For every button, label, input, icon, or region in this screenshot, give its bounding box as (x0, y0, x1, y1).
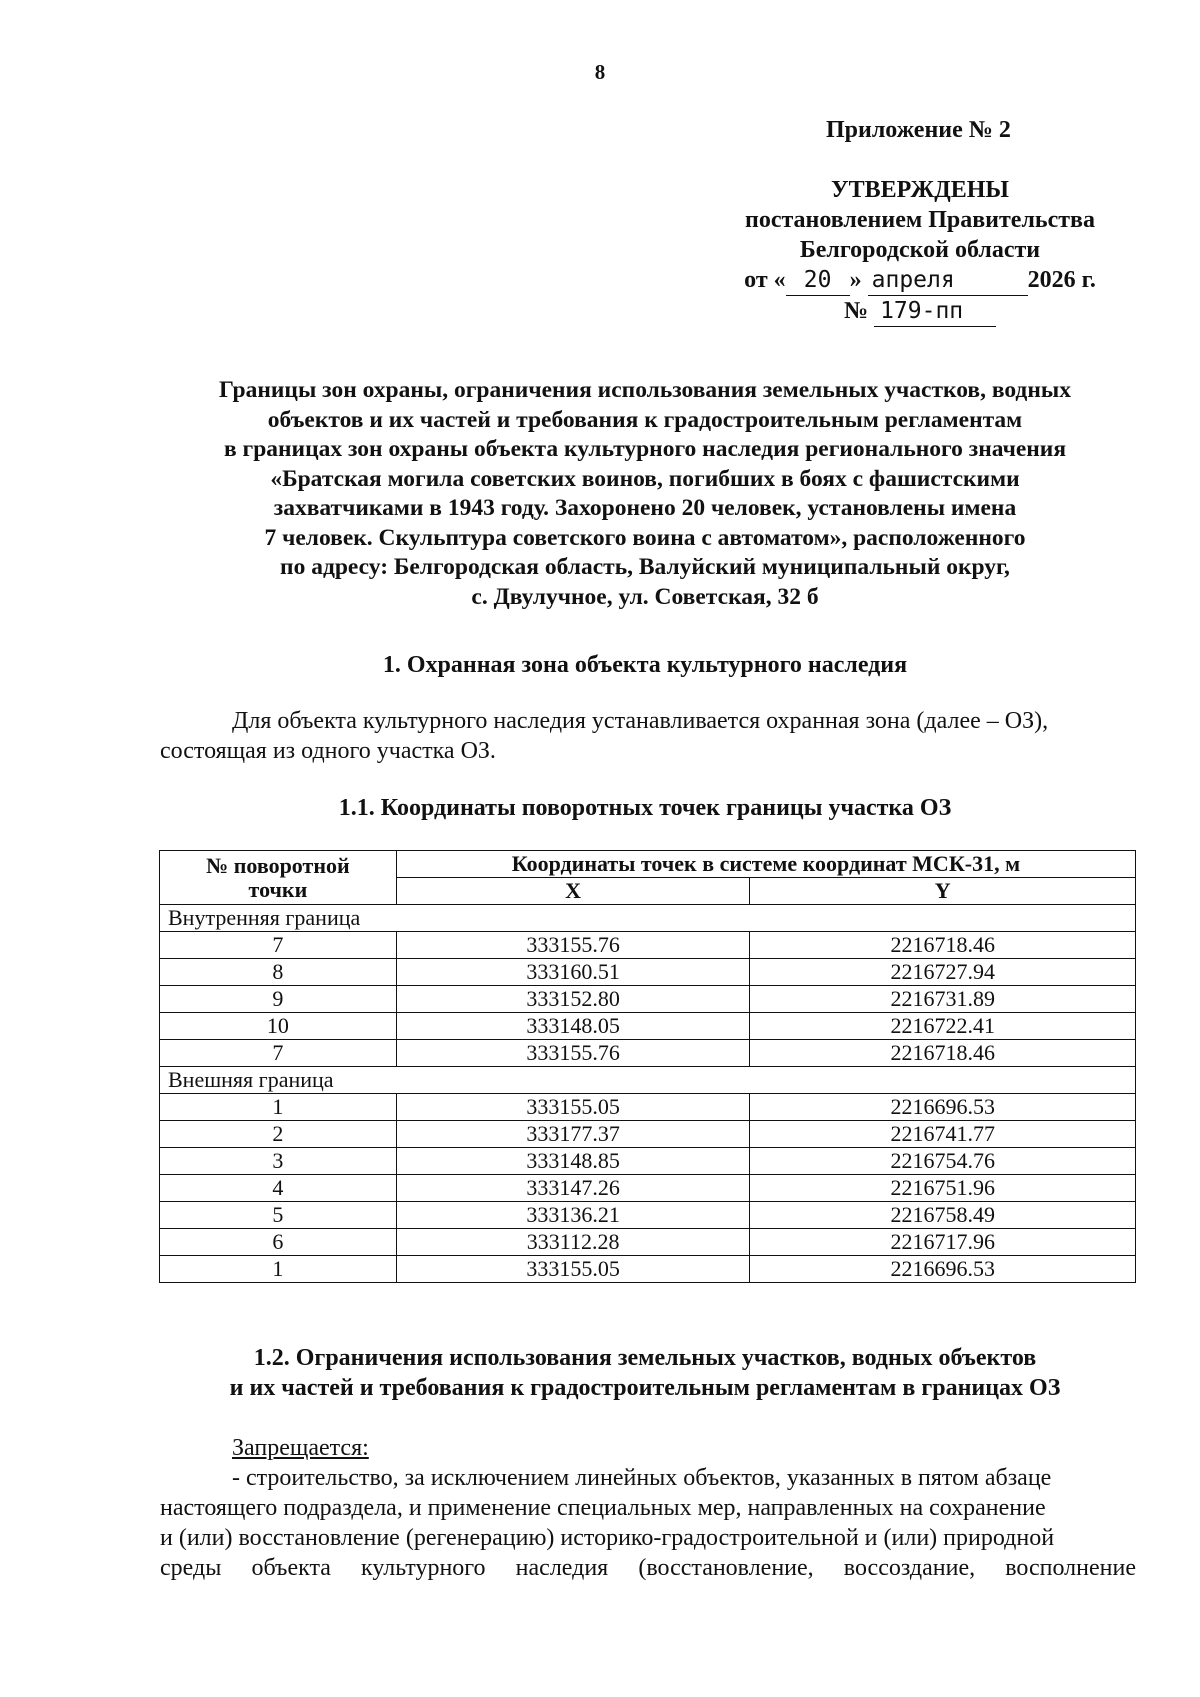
prohibited-label: Запрещается: (232, 1435, 369, 1461)
point-cell: 2 (160, 1121, 397, 1148)
approval-block (720, 175, 1120, 327)
y-cell: 2216731.89 (750, 986, 1136, 1013)
point-cell: 6 (160, 1229, 397, 1256)
paragraph-line: состоящая из одного участка ОЗ. (160, 738, 496, 764)
x-cell: 333112.28 (396, 1229, 750, 1256)
approval-title: УТВЕРЖДЕНЫ (831, 177, 1009, 203)
x-cell: 333155.76 (396, 1040, 750, 1067)
point-cell: 9 (160, 986, 397, 1013)
table-row (160, 1256, 1136, 1283)
date-prefix: от « (744, 267, 786, 293)
title-line: 7 человек. Скульптура советского воина с автоматом», расположенного (264, 524, 1026, 551)
subsection-1-2-heading (100, 1343, 1190, 1403)
x-cell: 333155.76 (396, 932, 750, 959)
table-row (160, 1094, 1136, 1121)
x-cell: 333160.51 (396, 959, 750, 986)
coordinates-table (159, 850, 1136, 1283)
x-cell: 333147.26 (396, 1175, 750, 1202)
title-line: захватчиками в 1943 году. Захоронено 20 человек, установлены имена (273, 495, 1017, 521)
y-cell: 2216696.53 (750, 1094, 1136, 1121)
number-prefix: № (843, 298, 869, 324)
approval-date (720, 265, 1120, 296)
number-value: 179-пп (874, 296, 996, 327)
header-coordinates: Координаты точек в системе координат МСК-31, м (396, 851, 1135, 878)
subsection-1-2-text (160, 1433, 1136, 1583)
header-x: X (396, 878, 750, 905)
text-line: настоящего подраздела, и применение специальных мер, направленных на сохранение (160, 1495, 1046, 1521)
x-cell: 333155.05 (396, 1256, 750, 1283)
header-point-number (160, 851, 397, 905)
heading-line: 1.2. Ограничения использования земельных участков, водных объектов (253, 1345, 1037, 1371)
y-cell: 2216717.96 (750, 1229, 1136, 1256)
header-y: Y (750, 878, 1136, 905)
point-cell: 3 (160, 1148, 397, 1175)
table-row (160, 1229, 1136, 1256)
table-row (160, 1202, 1136, 1229)
text-line: - строительство, за исключением линейных объектов, указанных в пятом абзаце (232, 1465, 1052, 1491)
group-row (160, 1067, 1136, 1094)
y-cell: 2216718.46 (750, 932, 1136, 959)
point-cell: 4 (160, 1175, 397, 1202)
approval-line-2: постановлением Правительства (744, 207, 1095, 233)
y-cell: 2216727.94 (750, 959, 1136, 986)
x-cell: 333148.05 (396, 1013, 750, 1040)
table-row (160, 986, 1136, 1013)
date-mid: » (849, 267, 862, 293)
point-cell: 1 (160, 1256, 397, 1283)
point-cell: 8 (160, 959, 397, 986)
date-day: 20 (786, 265, 850, 296)
y-cell: 2216718.46 (750, 1040, 1136, 1067)
x-cell: 333155.05 (396, 1094, 750, 1121)
y-cell: 2216741.77 (750, 1121, 1136, 1148)
x-cell: 333148.85 (396, 1148, 750, 1175)
y-cell: 2216758.49 (750, 1202, 1136, 1229)
document-title (100, 376, 1190, 612)
group-row (160, 905, 1136, 932)
table-row (160, 932, 1136, 959)
table-row (160, 1148, 1136, 1175)
table-row (160, 959, 1136, 986)
section-1-paragraph (160, 706, 1136, 766)
title-line: с. Двулучное, ул. Советская, 32 б (471, 583, 819, 610)
table-row (160, 1040, 1136, 1067)
page-number: 8 (594, 60, 606, 84)
title-line: Границы зон охраны, ограничения использования земельных участков, водных (219, 377, 1071, 403)
paragraph-line: Для объекта культурного наследия устанавливается охранная зона (далее – ОЗ), (232, 708, 1049, 734)
y-cell: 2216722.41 (750, 1013, 1136, 1040)
date-year: 2026 г. (1027, 267, 1096, 293)
date-month: апреля (868, 265, 1028, 296)
table-row (160, 1121, 1136, 1148)
table-row (160, 1013, 1136, 1040)
point-cell: 10 (160, 1013, 397, 1040)
approval-line-3: Белгородской области (799, 237, 1041, 263)
y-cell: 2216754.76 (750, 1148, 1136, 1175)
text-line: и (или) восстановление (регенерацию) историко-градостроительной и (или) природной (160, 1525, 1055, 1551)
point-cell: 7 (160, 1040, 397, 1067)
x-cell: 333136.21 (396, 1202, 750, 1229)
title-line: в границах зон охраны объекта культурного наследия регионального значения (223, 436, 1067, 462)
point-cell: 7 (160, 932, 397, 959)
text-line: среды объекта культурного наследия (восстановление, воссоздание, восполнение (160, 1555, 1136, 1581)
title-line: объектов и их частей и требования к градостроительным регламентам (267, 406, 1023, 433)
y-cell: 2216751.96 (750, 1175, 1136, 1202)
section-1-heading: 1. Охранная зона объекта культурного наследия (382, 652, 908, 678)
group-label-outer: Внешняя граница (160, 1067, 1136, 1094)
y-cell: 2216696.53 (750, 1256, 1136, 1283)
group-label-inner: Внутренняя граница (160, 905, 1136, 932)
table-row (160, 1175, 1136, 1202)
point-cell: 5 (160, 1202, 397, 1229)
subsection-1-1-heading: 1.1. Координаты поворотных точек границы участка ОЗ (338, 795, 952, 821)
x-cell: 333177.37 (396, 1121, 750, 1148)
appendix-label: Приложение № 2 (826, 117, 1011, 143)
heading-line: и их частей и требования к градостроительным регламентам в границах ОЗ (229, 1375, 1061, 1401)
title-line: «Братская могила советских воинов, погибших в боях с фашистскими (270, 465, 1020, 492)
title-line: по адресу: Белгородская область, Валуйский муниципальный округ, (280, 554, 1010, 580)
point-cell: 1 (160, 1094, 397, 1121)
header-point-line-2: точки (248, 876, 308, 902)
x-cell: 333152.80 (396, 986, 750, 1013)
approval-number (720, 296, 1120, 327)
header-point-line-1: № поворотной (206, 852, 350, 878)
